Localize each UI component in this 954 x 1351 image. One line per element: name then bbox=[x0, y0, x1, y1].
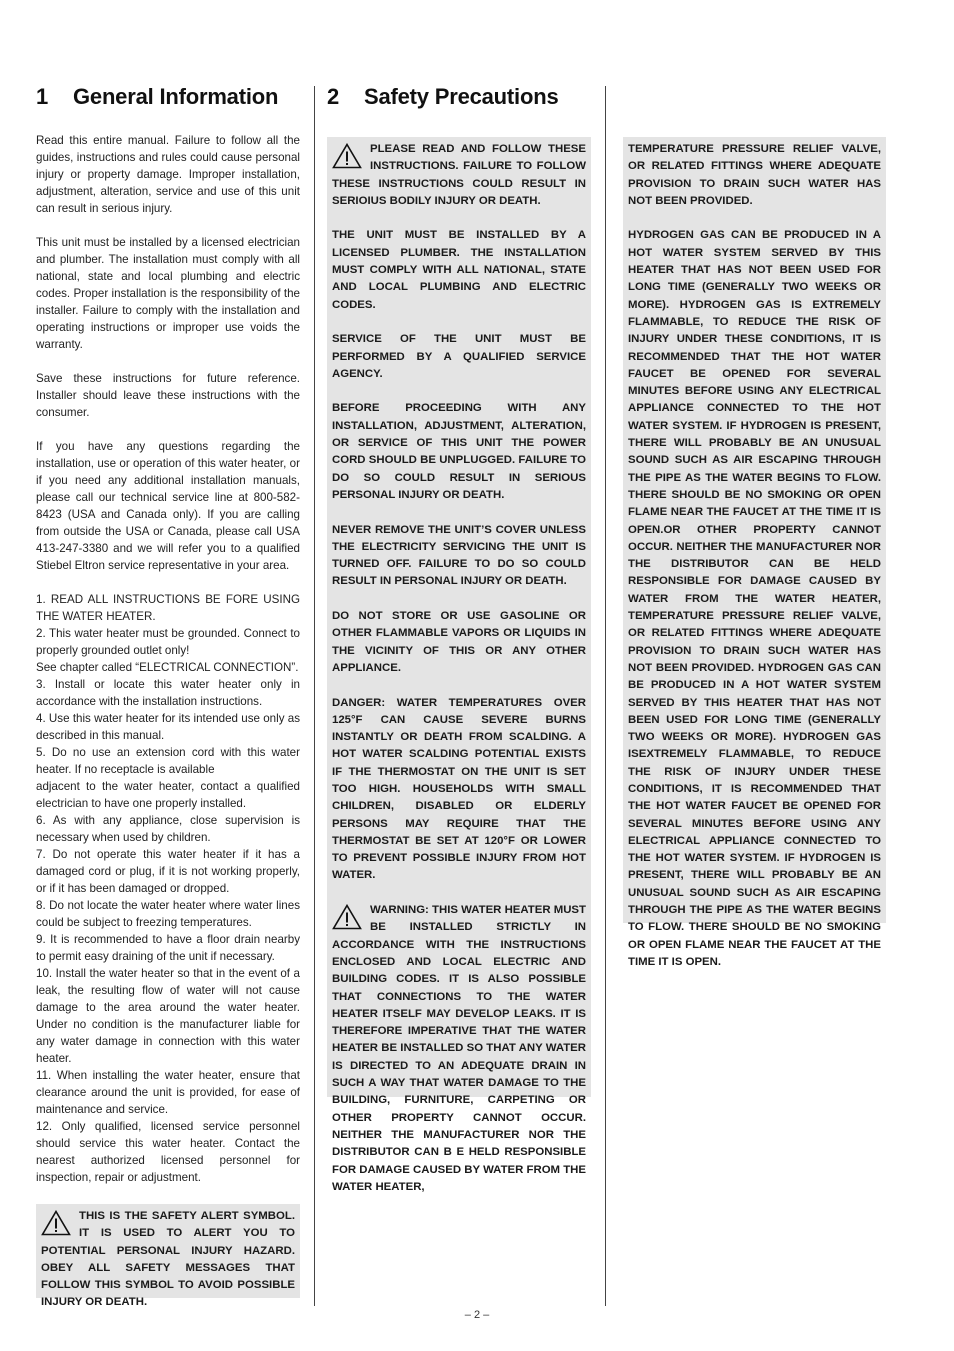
list-item: 4. Use this water heater for its intended use only as described in this manual. bbox=[36, 712, 300, 742]
list-item: 1. READ ALL INSTRUCTIONS BE FORE USING THE WATER HEATER. bbox=[36, 593, 300, 623]
section-title: General Information bbox=[73, 84, 279, 109]
safety-item: DANGER: WATER TEMPERATURES OVER 125°F CAN CAUSE SEVERE BURNS INSTANTLY OR DEATH FROM SCALDING. A HOT WATER SCALDING POTENTIAL EXISTS IF THE THERMOSTAT ON THE UNIT IS SET TOO HIGH. HOUSEHOLDS WITH SMALL CHILDREN, DISABLED OR ELDERLY PERSONS MAY REQUIRE THAT THE THERMOSTAT BE SET AT 120°F OR LOWER TO PREVENT POSSIBLE INJURY FROM HOT WATER. bbox=[332, 696, 586, 882]
list-item: adjacent to the water heater, contact a qualified electrician to have one properly installed. bbox=[36, 780, 300, 810]
safety-item: NEVER REMOVE THE UNIT’S COVER UNLESS THE ELECTRICITY SERVICING THE UNIT IS TURNED OFF. FAILURE TO DO SO COULD RESULT IN PERSONAL INJURY OR DEATH. bbox=[332, 523, 586, 588]
safety-item: HYDROGEN GAS CAN BE PRODUCED IN A HOT WATER SYSTEM SERVED BY THIS HEATER THAT HAS NOT BEEN USED FOR LONG TIME (GENERALLY TWO WEEKS OR MORE). HYDROGEN GAS IS EXTREMELY FLAMMABLE, TO REDUCE THE RISK OF INJURY UNDER THESE CONDITIONS, IT IS RECOMMENDED THAT THE HOT WATER FAUCET BE OPENED FOR SEVERAL MINUTES BEFORE USING ANY ELECTRICAL APPLIANCE CONNECTED TO THE HOT WATER SYSTEM. IF HYDROGEN IS PRESENT, THERE WILL PROBABLY BE AN UNUSUAL SOUND SUCH AS AIR ESCAPING THROUGH THE PIPE AS THE WATER BEGINS TO FLOW. THERE SHOULD BE NO SMOKING OR OPEN FLAME NEAR THE FAUCET AT THE TIME IT IS OPEN.OR OTHER PROPERTY CANNOT OCCUR. NEITHER THE MANUFACTURER NOR THE DISTRIBUTOR CAN BE HELD RESPONSIBLE FOR DAMAGE CAUSED BY WATER FROM THE WATER HEATER, TEMPERATURE PRESSURE RELIEF VALVE, OR RELATED FITTINGS WHERE ADEQUATE PROVISION TO DRAIN SUCH WATER HAS NOT BEEN PROVIDED. HYDROGEN GAS CAN BE PRODUCED IN A HOT WATER SYSTEM SERVED BY THIS HEATER THAT HAS NOT BEEN USED FOR LONG TIME (GENERALLY TWO WEEKS OR MORE). HYDROGEN GAS ISEXTREMELY FLAMMABLE, TO REDUCE THE RISK OF INJURY UNDER THESE CONDITIONS, IT IS RECOMMENDED THAT THE HOT WATER FAUCET BE OPENED FOR SEVERAL MINUTES BEFORE USING ANY ELECTRICAL APPLIANCE CONNECTED TO THE HOT WATER SYSTEM. IF HYDROGEN IS PRESENT, THERE WILL PROBABLY BE AN UNUSUAL SOUND SUCH AS AIR ESCAPING THROUGH THE PIPE AS THE WATER BEGINS TO FLOW. THERE SHOULD BE NO SMOKING OR OPEN FLAME NEAR THE FAUCET AT THE TIME IT IS OPEN. bbox=[628, 229, 881, 968]
list-item: 5. Do no use an extension cord with this water heater. If no receptacle is available bbox=[36, 746, 300, 776]
list-item: 6. As with any appliance, close supervision is necessary when used by children. bbox=[36, 814, 300, 844]
safety-item: THE UNIT MUST BE INSTALLED BY A LICENSED PLUMBER. THE INSTALLATION MUST COMPLY WITH ALL NATIONAL, STATE AND LOCAL PLUMBING AND ELECTRIC CODES. bbox=[332, 229, 586, 311]
section-number: 1 bbox=[36, 84, 49, 109]
paragraph: If you have any questions regarding the installation, use or operation of this water heater, or if you need any additional installation manuals, please call our technical service line at 800-582-8423 (USA and Canada only). If you are calling from outside the USA or Canada, please call USA 413-247-3380 and we will refer you to a qualified Stiebel Eltron service representative in your area. bbox=[36, 440, 300, 572]
warning-triangle-icon bbox=[41, 1210, 71, 1236]
safety-item: SERVICE OF THE UNIT MUST BE PERFORMED BY A QUALIFIED SERVICE AGENCY. bbox=[332, 333, 586, 380]
safety-item bbox=[332, 902, 586, 1196]
safety-item bbox=[332, 141, 586, 210]
page-number: – 2 – bbox=[464, 1309, 490, 1321]
warning-triangle-icon bbox=[332, 143, 362, 169]
list-item: 10. Install the water heater so that in the event of a leak, the resulting flow of water will not cause damage to the area around the water heater. Under no condition is the manufacturer liable for any water damage in connection with this water heater. bbox=[36, 967, 300, 1065]
safety-item: TEMPERATURE PRESSURE RELIEF VALVE, OR RELATED FITTINGS WHERE ADEQUATE PROVISION TO DRAIN SUCH WATER HAS NOT BEEN PROVIDED. bbox=[628, 143, 881, 207]
warning-triangle-icon bbox=[332, 904, 362, 930]
general-information-body bbox=[36, 132, 300, 1186]
section-heading-safety bbox=[327, 84, 591, 110]
list-item: See chapter called “ELECTRICAL CONNECTION”. bbox=[36, 661, 299, 674]
list-item: 7. Do not operate this water heater if it has a damaged cord or plug, if it is not working properly, or if it has been damaged or dropped. bbox=[36, 848, 300, 895]
section-heading-general bbox=[36, 84, 300, 110]
safety-item: BEFORE PROCEEDING WITH ANY INSTALLATION, ADJUSTMENT, ALTERATION, OR SERVICE OF THIS UNIT THE POWER CORD SHOULD BE UNPLUGGED. FAILURE TO DO SO COULD RESULT IN SERIOUS PERSONAL INJURY OR DEATH. bbox=[332, 402, 586, 501]
safety-item-text: PLEASE READ AND FOLLOW THESE INSTRUCTIONS. FAILURE TO FOLLOW THESE INSTRUCTIONS COULD RESULT IN SERIOIUS BODILY INJURY OR DEATH. bbox=[332, 143, 586, 207]
safety-precautions-continued-box bbox=[623, 137, 886, 968]
section-number: 2 bbox=[327, 84, 340, 109]
paragraph: Save these instructions for future reference. Installer should leave these instructions with the consumer. bbox=[36, 372, 300, 419]
paragraph: Read this entire manual. Failure to follow all the guides, instructions and rules could cause personal injury or property damage. Improper installation, adjustment, alteration, service and use of this unit can result in serious injury. bbox=[36, 134, 300, 215]
list-item: 3. Install or locate this water heater only in accordance with the installation instructions. bbox=[36, 678, 300, 708]
list-item: 9. It is recommended to have a floor drain nearby to permit easy draining of the unit if necessary. bbox=[36, 933, 300, 963]
safety-alert-text: THIS IS THE SAFETY ALERT SYMBOL. IT IS USED TO ALERT YOU TO POTENTIAL PERSONAL INJURY HAZARD. OBEY ALL SAFETY MESSAGES THAT FOLLOW THIS SYMBOL TO AVOID POSSIBLE INJURY OR DEATH. bbox=[41, 1210, 295, 1309]
section-title: Safety Precautions bbox=[364, 84, 559, 109]
list-item: 2. This water heater must be grounded. Connect to properly grounded outlet only! bbox=[36, 627, 300, 657]
column-divider bbox=[605, 86, 606, 1306]
column-divider bbox=[314, 86, 315, 1306]
list-item: 8. Do not locate the water heater where water lines could be subject to freezing temperatures. bbox=[36, 899, 300, 929]
safety-alert-symbol-box bbox=[36, 1204, 300, 1309]
list-item: 11. When installing the water heater, ensure that clearance around the unit is provided, for ease of maintenance and service. bbox=[36, 1069, 300, 1116]
safety-item: DO NOT STORE OR USE GASOLINE OR OTHER FLAMMABLE VAPORS OR LIQUIDS IN THE VICINITY OF THIS OR ANY OTHER APPLIANCE. bbox=[332, 610, 586, 674]
paragraph: This unit must be installed by a licensed electrician and plumber. The installation must comply with all national, state and local plumbing and electric codes. Proper installation is the responsibility of the installer. Failure to comply with the installation and operating instructions or improper use voids the warranty. bbox=[36, 236, 300, 351]
safety-precautions-box bbox=[327, 137, 591, 1193]
list-item: 12. Only qualified, licensed service personnel should service this water heater. Contact the nearest authorized licensed personnel for inspection, repair or adjustment. bbox=[36, 1120, 300, 1184]
safety-item-text: WARNING: THIS WATER HEATER MUST BE INSTALLED STRICTLY IN ACCORDANCE WITH THE INSTRUCTIONS ENCLOSED AND LOCAL ELECTRIC AND BUILDING CODES. IT IS ALSO POSSIBLE THAT CONNECTIONS TO THE WATER HEATER ITSELF MAY DEVELOP LEAKS. IT IS THEREFORE IMPERATIVE THAT THE WATER HEATER BE INSTALLED SO THAT ANY WATER IS DIRECTED TO AN ADEQUATE DRAIN IN SUCH A WAY THAT WATER DAMAGE TO THE BUILDING, FURNITURE, CARPETING OR OTHER PROPERTY CANNOT OCCUR. NEITHER THE MANUFACTURER NOR THE DISTRIBUTOR CAN B E HELD RESPONSIBLE FOR DAMAGE CAUSED BY WATER FROM THE WATER HEATER, bbox=[332, 904, 586, 1193]
instruction-list bbox=[36, 591, 300, 1186]
